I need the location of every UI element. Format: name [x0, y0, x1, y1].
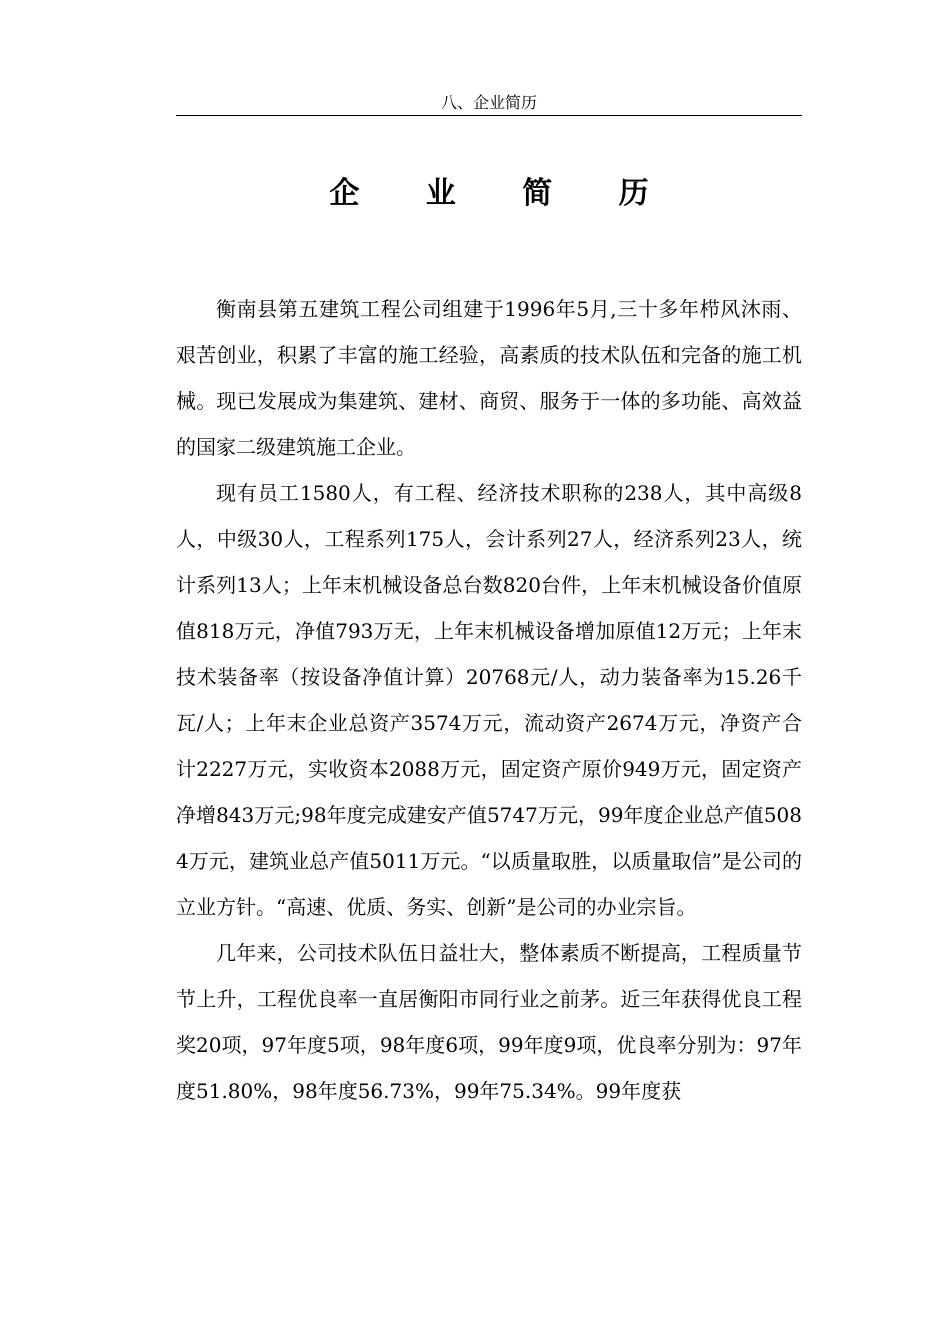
running-header: 八、企业简历	[440, 93, 537, 112]
document-title: 企 业 简 历	[329, 176, 677, 211]
paragraph-company-history: 衡南县第五建筑工程公司组建于1996年5月,三十多年栉风沐雨、艰苦创业，积累了丰富的施工经验，高素质的技术队伍和完备的施工机械。现已发展成为集建筑、建材、商贸、服务于一体的多功能、高效益的国家二级建筑施工企业。	[176, 297, 802, 459]
paragraph-quality-awards: 几年来，公司技术队伍日益壮大，整体素质不断提高，工程质量节节上升，工程优良率一直居衡阳市同行业之前茅。近三年获得优良工程奖20项，97年度5项，98年度6项，99年度9项，优良率分别为：97年度51.80%，98年度56.73%，99年75.34%。99年度获	[176, 941, 802, 1103]
document-body	[176, 286, 802, 1114]
header-divider	[176, 115, 802, 116]
paragraph-staff-and-assets: 现有员工1580人，有工程、经济技术职称的238人，其中高级8人，中级30人，工程系列175人，会计系列27人，经济系列23人，统计系列13人；上年末机械设备总台数820台件，上年末机械设备价值原值818万元，净值793万无，上年末机械设备增加原值12万元；上年末技术装备率（按设备净值计算）20768元/人，动力装备率为15.26千瓦/人；上年末企业总资产3574万元，流动资产2674万元，净资产合计2227万元，实收资本2088万元，固定资产原价949万元，固定资产净增843万元;98年度完成建安产值5747万元，99年度企业总产值5084万元，建筑业总产值5011万元。“以质量取胜，以质量取信”是公司的立业方针。“高速、优质、务实、创新”是公司的办业宗旨。	[176, 481, 802, 919]
